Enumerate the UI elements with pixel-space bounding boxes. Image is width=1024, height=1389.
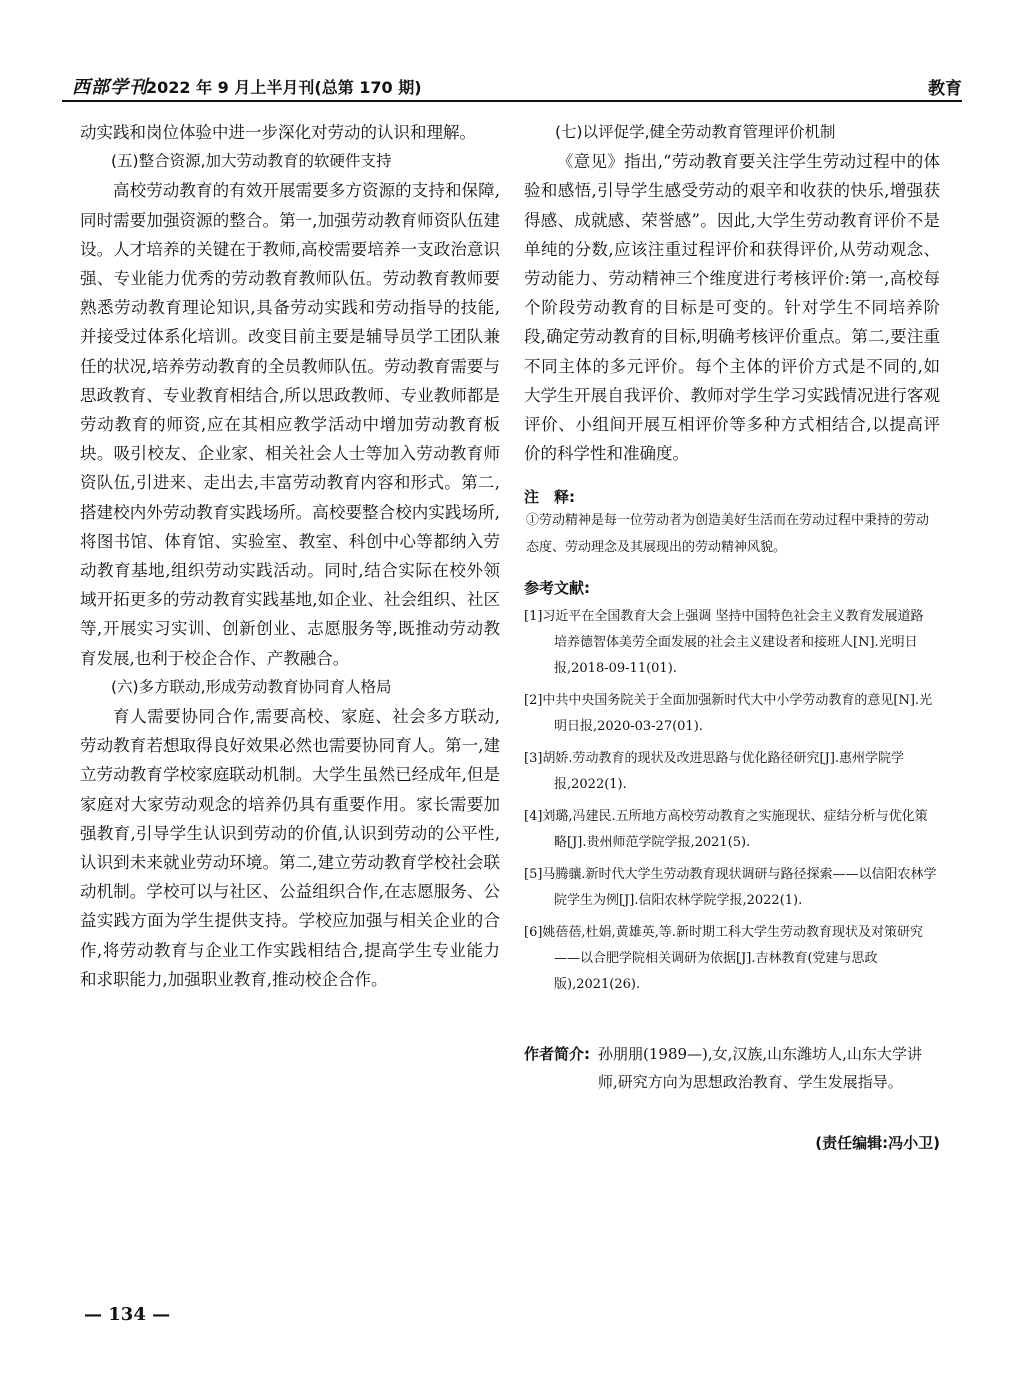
subheading-6: (六)多方联动,形成劳动教育协同育人格局 bbox=[111, 677, 392, 696]
author-text: 孙朋朋(1989—),女,汉族,山东潍坊人,山东大学讲师,研究方向为思想政治教育、学生发展指导。 bbox=[598, 1045, 922, 1091]
references-list bbox=[524, 604, 940, 998]
left-column bbox=[80, 118, 500, 994]
subheading-7: (七)以评促学,健全劳动教育管理评价机制 bbox=[555, 123, 836, 141]
reference-item: [2]中共中央国务院关于全面加强新时代大中小学劳动教育的意见[N].光明日报,2020-03-27(01). bbox=[524, 693, 933, 735]
references-label: 参考文献: bbox=[524, 579, 590, 598]
reference-item: [3]胡娇.劳动教育的现状及改进思路与优化路径研究[J].惠州学院学报,2022(1). bbox=[524, 751, 905, 793]
reference-item: [6]姚蓓蓓,杜娟,黄雄英,等.新时期工科大学生劳动教育现状及对策研究——以合肥学院相关调研为依据[J].吉林教育(党建与思政版),2021(26). bbox=[524, 925, 923, 993]
paragraph-6: 育人需要协同合作,需要高校、家庭、社会多方联动,劳动教育若想取得良好效果必然也需要协同育人。第一,建立劳动教育学校家庭联动机制。大学生虽然已经成年,但是家庭对大家劳动观念的培养仍具有重要作用。家长需要加强教育,引导学生认识到劳动的价值,认识到劳动的公平性,认识到未来就业劳动环境。第二,建立劳动教育学校社会联动机制。学校可以与社区、公益组织合作,在志愿服务、公益实践方面为学生提供支持。学校应加强与相关企业的合作,将劳动教育与企业工作实践相结合,提高学生专业能力和求职能力,加强职业教育,推动校企合作。 bbox=[80, 707, 500, 989]
journal-logo: 西部学刊 bbox=[72, 77, 148, 98]
author-label: 作者简介: bbox=[524, 1045, 590, 1063]
paragraph-7: 《意见》指出,“劳动教育要关注学生劳动过程中的体验和感悟,引导学生感受劳动的艰辛和收获的快乐,增强获得感、成就感、荣誉感”。因此,大学生劳动教育评价不是单纯的分数,应该注重过程评价和获得评价,从劳动观念、劳动能力、劳动精神三个维度进行考核评价:第一,高校每个阶段劳动教育的目标是可变的。针对学生不同培养阶段,确定劳动教育的目标,明确考核评价重点。第二,要注重不同主体的多元评价。每个主体的评价方式是不同的,如大学生开展自我评价、教师对学生学习实践情况进行客观评价、小组间开展互相评价等多种方式相结合,以提高评价的科学性和准确度。 bbox=[524, 152, 940, 464]
paragraph-continued: 动实践和岗位体验中进一步深化对劳动的认识和理解。 bbox=[80, 123, 476, 142]
running-header bbox=[62, 72, 962, 102]
issue-info: 2022 年 9 月上半月刊(总第 170 期) bbox=[146, 78, 422, 97]
reference-item: [1]习近平在全国教育大会上强调 坚持中国特色社会主义教育发展道路 培养德智体美劳全面发展的社会主义建设者和接班人[N].光明日报,2018-09-11(01). bbox=[524, 609, 924, 677]
page-number: — 134 — bbox=[84, 1304, 171, 1325]
note-1: ①劳动精神是每一位劳动者为创造美好生活而在劳动过程中秉持的劳动态度、劳动理念及其展现出的劳动精神风貌。 bbox=[526, 513, 930, 556]
responsible-editor: (责任编辑:冯小卫) bbox=[815, 1134, 940, 1152]
subheading-5: (五)整合资源,加大劳动教育的软硬件支持 bbox=[111, 152, 392, 171]
right-column bbox=[524, 118, 940, 1004]
section-name: 教育 bbox=[928, 79, 962, 99]
author-bio bbox=[524, 1040, 940, 1096]
reference-item: [4]刘璐,冯建民.五所地方高校劳动教育之实施现状、症结分析与优化策略[J].贵州师范学院学报,2021(5). bbox=[524, 809, 928, 851]
reference-item: [5]马腾骧.新时代大学生劳动教育现状调研与路径探索——以信阳农林学院学生为例[J].信阳农林学院学报,2022(1). bbox=[524, 867, 937, 909]
paragraph-5: 高校劳动教育的有效开展需要多方资源的支持和保障,同时需要加强资源的整合。第一,加强劳动教育师资队伍建设。人才培养的关键在于教师,高校需要培养一支政治意识强、专业能力优秀的劳动教育教师队伍。劳动教育教师要熟悉劳动教育理论知识,具备劳动实践和劳动指导的技能,并接受过体系化培训。改变目前主要是辅导员学工团队兼任的状况,培养劳动教育的全员教师队伍。劳动教育需要与思政教育、专业教育相结合,所以思政教师、专业教师都是劳动教育的师资,应在其相应教学活动中增加劳动教育板块。吸引校友、企业家、相关社会人士等加入劳动教育师资队伍,引进来、走出去,丰富劳动教育内容和形式。第二,搭建校内外劳动教育实践场所。高校要整合校内实践场所,将图书馆、体育馆、实验室、教室、科创中心等都纳入劳动教育基地,组织劳动实践活动。同时,结合实际在校外领域开拓更多的劳动教育实践基地,如企业、社会组织、社区等,开展实习实训、创新创业、志愿服务等,既推动劳动教育发展,也利于校企合作、产教融合。 bbox=[80, 181, 500, 668]
notes-label: 注 释: bbox=[524, 488, 575, 507]
